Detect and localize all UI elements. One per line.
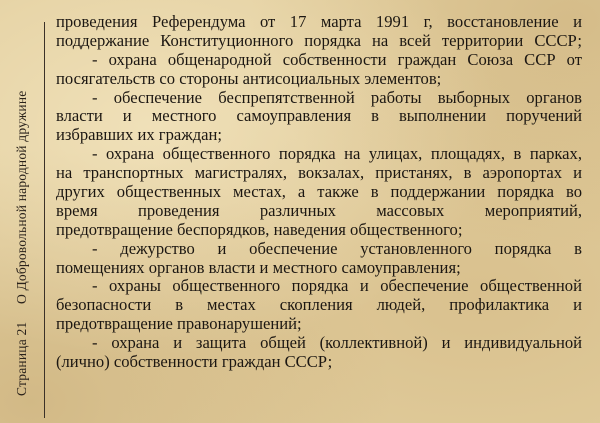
body-text [56, 0, 582, 372]
text-line: предотвращение правонарушений; [56, 314, 302, 334]
text-line: других общественных местах, а также в поддержании порядка во [56, 183, 582, 202]
text-line: власти и местного самоуправления в выполнении поручений [56, 107, 582, 126]
text-line: безопасности в местах скопления людей, профилактика и [56, 296, 582, 315]
text-line: предотвращение беспорядков, наведения общественного; [56, 219, 463, 239]
text-line: на транспортных магистралях, вокзалах, пристанях, в аэропортах и [56, 164, 582, 183]
text-line: проведения Референдума от 17 марта 1991 г, восстановление и [56, 13, 582, 31]
sidebar-header [14, 0, 30, 396]
text-line: помещениях органов власти и местного самоуправления; [56, 257, 461, 277]
page-sidebar [0, 14, 44, 418]
text-line: поддержание Конституционного порядка на всей территории СССР; [56, 31, 582, 50]
list-item: - охрана общественного порядка на улицах, площадях, в парках, [92, 145, 582, 164]
list-item: - охрана общенародной собственности граждан Союза ССР от [92, 50, 582, 69]
text-line: посягательств со стороны антисоциальных элементов; [56, 68, 442, 88]
text-line: (лично) собственности граждан СССР; [56, 352, 333, 372]
list-item: - охраны общественного порядка и обеспечение общественной [92, 277, 582, 296]
page-number: Страница 21 [14, 321, 29, 396]
sidebar-divider [44, 22, 45, 418]
section-title: О Добровольной народной дружине [14, 90, 29, 305]
list-item: - охрана и защита общей (коллективной) и индивидуальной [92, 334, 582, 353]
text-line: время проведения различных массовых мероприятий, [56, 201, 582, 220]
text-line: избравших их граждан; [56, 125, 223, 145]
list-item: - дежурство и обеспечение установленного порядка в [92, 239, 582, 258]
list-item: - обеспечение беспрепятственной работы выборных органов [92, 88, 582, 107]
